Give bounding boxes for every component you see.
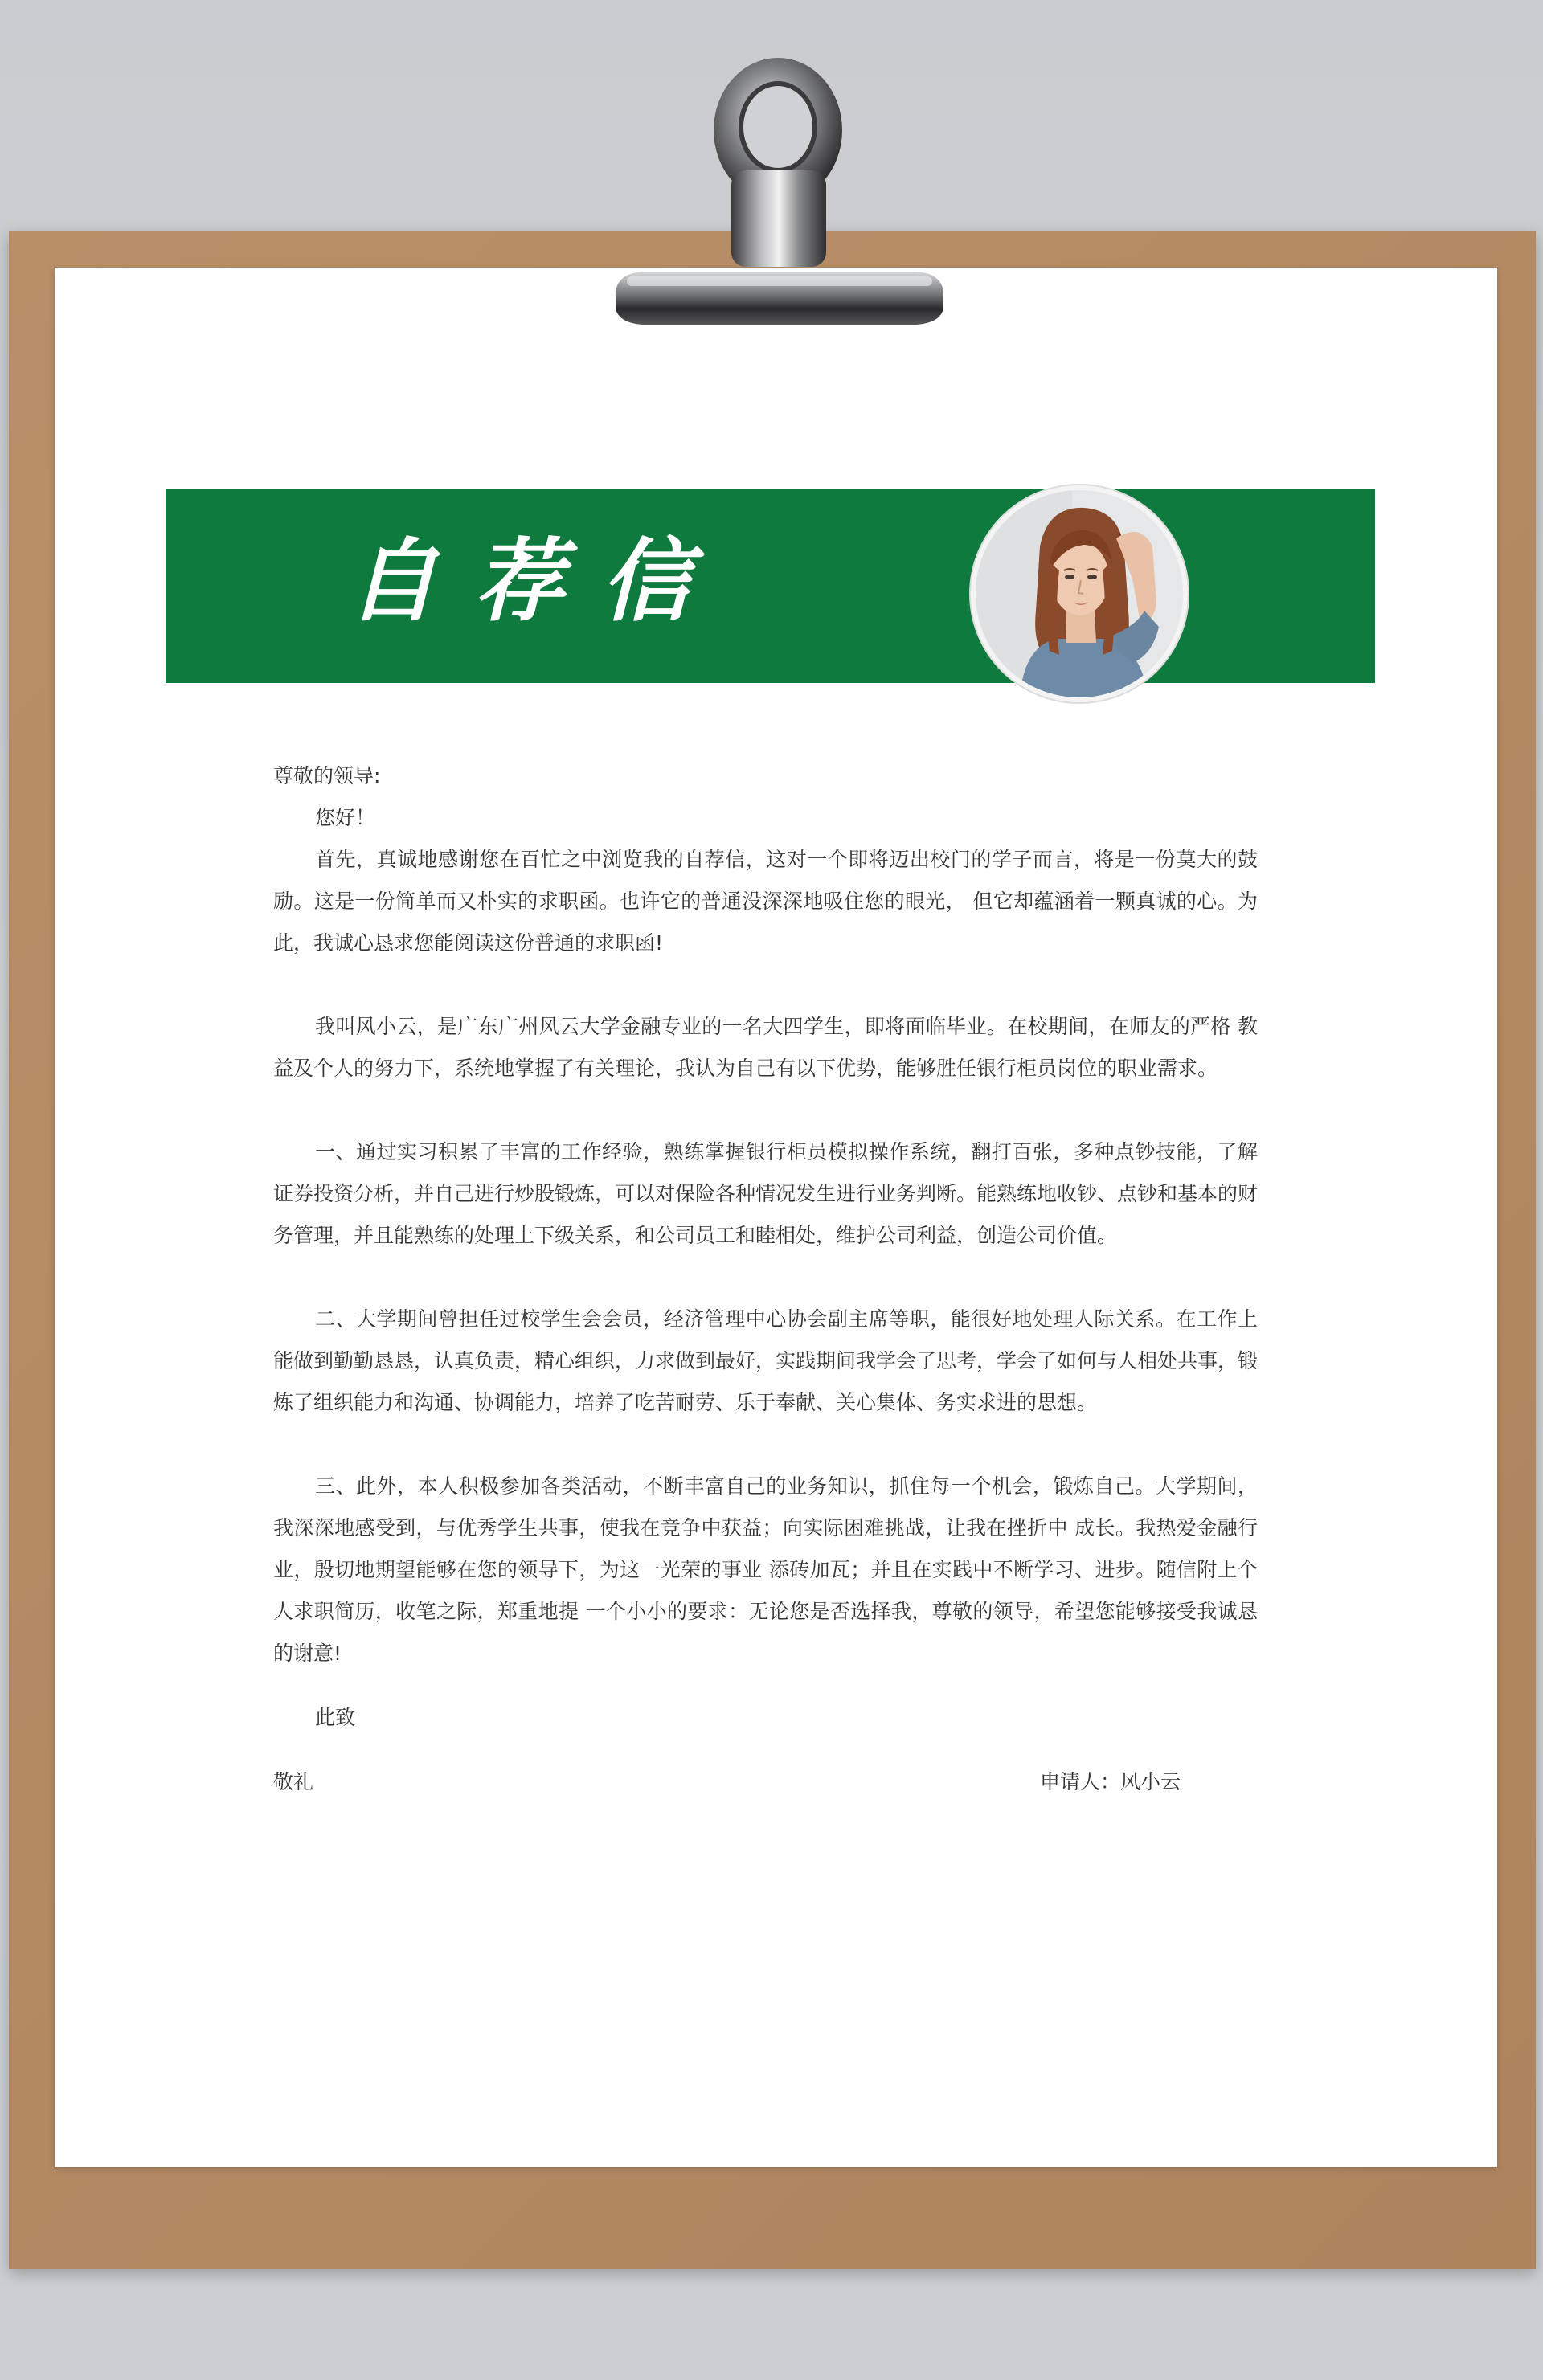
letter-body [273,755,1258,1803]
signature-row [273,1761,1258,1803]
header-banner [166,489,1375,683]
paragraph-strength-2: 二、大学期间曾担任过校学生会会员，经济管理中心协会副主席等职，能很好地处理人际关系。在工作上能做到勤勤恳恳，认真负责，精心组织，力求做到最好，实践期间我学会了思考，学会了如何与人相处共事，锻炼了组织能力和沟通、协调能力，培养了吃苦耐劳、乐于奉献、关心集体、务实求进的思想。 [273,1307,1259,1414]
paragraph-self-intro: 我叫风小云，是广东广州风云大学金融专业的一名大四学生，即将面临毕业。在校期间，在师友的严格 教益及个人的努力下，系统地掌握了有关理论，我认为自己有以下优势，能够胜任银行柜员岗位的职业需求。 [273,1015,1258,1080]
binder-clip [611,50,948,355]
page-title: 自荐信 [347,529,728,634]
greeting: 您好！ [315,806,376,829]
portrait-image [976,490,1183,697]
salutation: 尊敬的领导: [273,764,381,787]
avatar [971,485,1188,702]
binder-clip-icon [611,50,948,355]
paragraph-strength-3: 三、此外，本人积极参加各类活动，不断丰富自己的业务知识，抓住每一个机会，锻炼自己。大学期间，我深深地感受到，与优秀学生共事，使我在竞争中获益；向实际困难挑战，让我在挫折中 成长。我热爱金融行业，殷切地期望能够在您的领导下，为这一光荣的事业 添砖加瓦；并且在实践中不断学习、进步。随信附上个人求职简历，收笔之际，郑重地提 一个小小的要求：无论您是否选择我，尊敬的领导，希望您能够接受我诚恳的谢意! [273,1474,1258,1665]
closing: 此致 [315,1706,356,1729]
signature: 申请人：风小云 [1039,1770,1181,1793]
regards: 敬礼 [273,1770,314,1793]
paragraph-intro: 首先，真诚地感谢您在百忙之中浏览我的自荐信，这对一个即将迈出校门的学子而言，将是一份莫大的鼓励。这是一份简单而又朴实的求职函。也许它的普通没深深地吸住您的眼光， 但它却蕴涵着一颗真诚的心。为此，我诚心恳求您能阅读这份普通的求职函! [273,848,1258,955]
paragraph-strength-1: 一、通过实习积累了丰富的工作经验，熟练掌握银行柜员模拟操作系统，翻打百张，多种点钞技能，了解证券投资分析，并自己进行炒股锻炼，可以对保险各种情况发生进行业务判断。能熟练地收钞、点钞和基本的财务管理，并且能熟练的处理上下级关系，和公司员工和睦相处，维护公司利益，创造公司价值。 [273,1140,1259,1247]
